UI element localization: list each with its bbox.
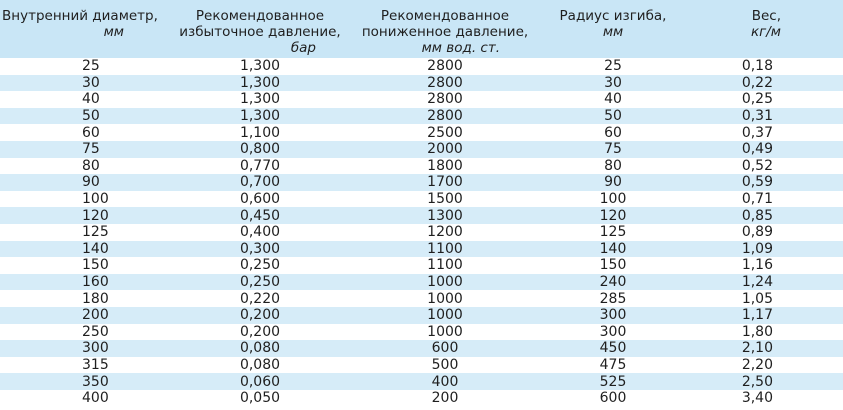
bend-radius-cell: 525 <box>599 373 627 390</box>
header-weight-title: Вес, <box>751 8 781 24</box>
table-row <box>0 141 843 158</box>
bend-radius-cell: 100 <box>599 191 627 208</box>
weight-cell: 0,59 <box>741 174 773 191</box>
underpressure-cell: 600 <box>431 340 459 357</box>
weight-cell: 0,49 <box>741 141 773 158</box>
header-row <box>0 0 843 58</box>
overpressure-cell: 1,300 <box>239 108 281 125</box>
underpressure-cell: 1500 <box>427 191 463 208</box>
underpressure-cell: 1700 <box>427 174 463 191</box>
table-row <box>0 373 843 390</box>
bend-radius-cell: 50 <box>604 108 622 125</box>
weight-cell: 1,24 <box>741 274 773 291</box>
bend-radius-cell: 25 <box>604 58 622 75</box>
inner-diameter-cell: 180 <box>82 290 109 307</box>
overpressure-cell: 0,600 <box>239 191 281 208</box>
inner-diameter-cell: 160 <box>82 274 109 291</box>
underpressure-cell: 2000 <box>427 141 463 158</box>
underpressure-cell: 200 <box>431 390 459 407</box>
underpressure-cell: 1300 <box>427 207 463 224</box>
header-inner-diameter-title: Внутренний диаметр, <box>2 8 158 24</box>
header-inner-diameter-unit: мм <box>103 24 124 40</box>
inner-diameter-cell: 200 <box>82 307 109 324</box>
bend-radius-cell: 150 <box>599 257 627 274</box>
overpressure-cell: 0,770 <box>239 157 281 174</box>
table-row <box>0 290 843 307</box>
overpressure-cell: 0,250 <box>239 257 281 274</box>
underpressure-cell: 2800 <box>427 108 463 125</box>
overpressure-cell: 0,400 <box>239 224 281 241</box>
table-row <box>0 340 843 357</box>
table-row <box>0 241 843 258</box>
overpressure-cell: 0,080 <box>239 340 281 357</box>
table-row <box>0 224 843 241</box>
inner-diameter-cell: 250 <box>82 323 109 340</box>
inner-diameter-cell: 60 <box>82 124 100 141</box>
weight-cell: 2,50 <box>741 373 773 390</box>
weight-cell: 0,89 <box>741 224 773 241</box>
weight-cell: 1,16 <box>741 257 773 274</box>
inner-diameter-cell: 140 <box>82 240 109 257</box>
header-weight-unit: кг/м <box>751 24 781 40</box>
bend-radius-cell: 90 <box>604 174 622 191</box>
underpressure-cell: 400 <box>431 373 459 390</box>
header-weight <box>688 0 843 58</box>
inner-diameter-cell: 50 <box>82 108 100 125</box>
underpressure-cell: 1200 <box>427 224 463 241</box>
bend-radius-cell: 140 <box>599 240 627 257</box>
overpressure-cell: 0,450 <box>239 207 281 224</box>
overpressure-cell: 0,060 <box>239 373 281 390</box>
underpressure-cell: 1800 <box>427 157 463 174</box>
weight-cell: 2,20 <box>741 356 773 373</box>
bend-radius-cell: 80 <box>604 157 622 174</box>
bend-radius-cell: 300 <box>599 323 627 340</box>
table-row <box>0 357 843 374</box>
weight-cell: 0,52 <box>741 157 773 174</box>
table-row <box>0 307 843 324</box>
header-bend-radius-title: Радиус изгиба, <box>559 8 667 24</box>
overpressure-cell: 0,220 <box>239 290 281 307</box>
table-row <box>0 324 843 341</box>
header-inner-diameter <box>0 0 168 58</box>
inner-diameter-cell: 150 <box>82 257 109 274</box>
bend-radius-cell: 60 <box>604 124 622 141</box>
table-row <box>0 91 843 108</box>
header-overpressure-unit: бар <box>290 40 316 56</box>
underpressure-cell: 2800 <box>427 58 463 75</box>
overpressure-cell: 1,300 <box>239 58 281 75</box>
overpressure-cell: 0,200 <box>239 323 281 340</box>
inner-diameter-cell: 30 <box>82 74 100 91</box>
weight-cell: 1,80 <box>741 323 773 340</box>
underpressure-cell: 1000 <box>427 274 463 291</box>
table-row <box>0 108 843 125</box>
weight-cell: 1,05 <box>741 290 773 307</box>
weight-cell: 0,25 <box>741 91 773 108</box>
table-header <box>0 0 843 58</box>
header-underpressure <box>352 0 538 58</box>
overpressure-cell: 1,300 <box>239 74 281 91</box>
overpressure-cell: 1,300 <box>239 91 281 108</box>
bend-radius-cell: 240 <box>599 274 627 291</box>
header-overpressure <box>168 0 352 58</box>
underpressure-cell: 2800 <box>427 91 463 108</box>
bend-radius-cell: 75 <box>604 141 622 158</box>
table-row <box>0 158 843 175</box>
bend-radius-cell: 600 <box>599 390 627 407</box>
weight-cell: 0,37 <box>741 124 773 141</box>
table-row <box>0 58 843 75</box>
inner-diameter-cell: 400 <box>82 390 109 407</box>
bend-radius-cell: 125 <box>599 224 627 241</box>
inner-diameter-cell: 315 <box>82 356 109 373</box>
inner-diameter-cell: 75 <box>82 141 100 158</box>
underpressure-cell: 1000 <box>427 323 463 340</box>
inner-diameter-cell: 120 <box>82 207 109 224</box>
table-row <box>0 257 843 274</box>
header-overpressure-line1: Рекомендованное <box>195 8 325 24</box>
header-overpressure-line2: избыточное давление, <box>179 24 341 40</box>
bend-radius-cell: 120 <box>599 207 627 224</box>
table-row <box>0 174 843 191</box>
bend-radius-cell: 475 <box>599 356 627 373</box>
underpressure-cell: 1100 <box>427 257 463 274</box>
weight-cell: 0,31 <box>741 108 773 125</box>
weight-cell: 1,17 <box>741 307 773 324</box>
table-row <box>0 75 843 92</box>
overpressure-cell: 1,100 <box>239 124 281 141</box>
table-row <box>0 390 843 407</box>
weight-cell: 0,18 <box>741 58 773 75</box>
bend-radius-cell: 300 <box>599 307 627 324</box>
overpressure-cell: 0,200 <box>239 307 281 324</box>
underpressure-cell: 500 <box>431 356 459 373</box>
overpressure-cell: 0,080 <box>239 356 281 373</box>
underpressure-cell: 1100 <box>427 240 463 257</box>
table-row <box>0 124 843 141</box>
inner-diameter-cell: 80 <box>82 157 100 174</box>
inner-diameter-cell: 350 <box>82 373 109 390</box>
weight-cell: 2,10 <box>741 340 773 357</box>
overpressure-cell: 0,300 <box>239 240 281 257</box>
underpressure-cell: 1000 <box>427 290 463 307</box>
underpressure-cell: 1000 <box>427 307 463 324</box>
inner-diameter-cell: 40 <box>82 91 100 108</box>
table-row <box>0 274 843 291</box>
overpressure-cell: 0,250 <box>239 274 281 291</box>
table-body <box>0 58 843 406</box>
header-underpressure-unit: мм вод. ст. <box>421 40 500 56</box>
overpressure-cell: 0,700 <box>239 174 281 191</box>
table-row <box>0 191 843 208</box>
bend-radius-cell: 285 <box>599 290 627 307</box>
bend-radius-cell: 450 <box>599 340 627 357</box>
weight-cell: 3,40 <box>741 390 773 407</box>
bend-radius-cell: 30 <box>604 74 622 91</box>
inner-diameter-cell: 100 <box>82 191 109 208</box>
weight-cell: 0,71 <box>741 191 773 208</box>
inner-diameter-cell: 300 <box>82 340 109 357</box>
header-bend-radius-unit: мм <box>602 24 624 40</box>
underpressure-cell: 2500 <box>427 124 463 141</box>
inner-diameter-cell: 125 <box>82 224 109 241</box>
inner-diameter-cell: 90 <box>82 174 100 191</box>
overpressure-cell: 0,050 <box>239 390 281 407</box>
bend-radius-cell: 40 <box>604 91 622 108</box>
table-row <box>0 207 843 224</box>
inner-diameter-cell: 25 <box>82 58 100 75</box>
weight-cell: 0,85 <box>741 207 773 224</box>
overpressure-cell: 0,800 <box>239 141 281 158</box>
header-bend-radius <box>538 0 688 58</box>
weight-cell: 0,22 <box>741 74 773 91</box>
underpressure-cell: 2800 <box>427 74 463 91</box>
header-underpressure-line2: пониженное давление, <box>361 24 529 40</box>
header-underpressure-line1: Рекомендованное <box>380 8 510 24</box>
weight-cell: 1,09 <box>741 240 773 257</box>
